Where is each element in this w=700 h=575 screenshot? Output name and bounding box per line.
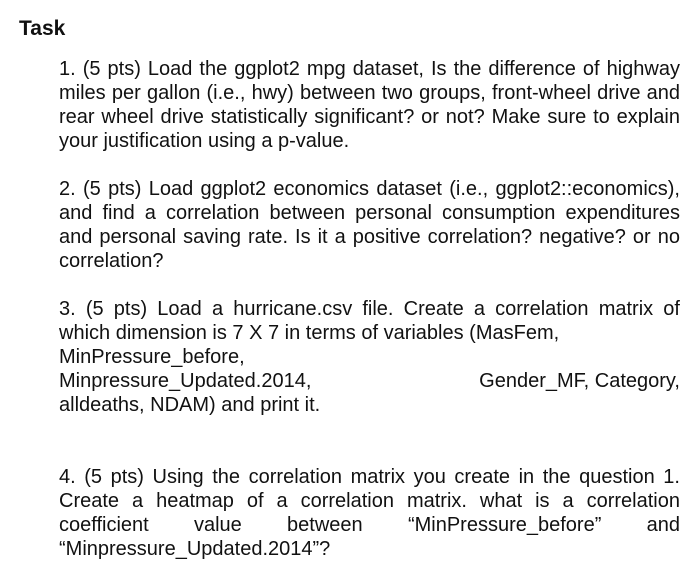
task-3-text-line-1: 3. (5 pts) Load a hurricane.csv file. Create a correlation matrix of which dimension is 7 X 7 in terms of variables (MasFem, — [59, 298, 680, 344]
task-heading: Task — [19, 17, 66, 40]
task-3-text-line-4: alldeaths, NDAM) and print it. — [59, 394, 321, 416]
task-3-text-line-3-left: Minpressure_Updated.2014, — [59, 370, 312, 392]
task-3-text-line-2: MinPressure_before, — [59, 346, 245, 368]
task-3-text-line-3 — [59, 369, 680, 393]
task-item-4: 4. (5 pts) Using the correlation matrix you create in the question 1. Create a heatmap of a correlation matrix. what is a correlation coefficient value between “MinPressure_before” and “Minpressure_Updated.2014”? — [59, 466, 680, 560]
task-list — [59, 57, 680, 561]
task-item-2: 2. (5 pts) Load ggplot2 economics dataset (i.e., ggplot2::economics), and find a correlation between personal consumption expenditures and personal saving rate. Is it a positive correlation? negative? or no correlation? — [59, 178, 680, 272]
task-item-1: 1. (5 pts) Load the ggplot2 mpg dataset, Is the difference of highway miles per gallon (i.e., hwy) between two groups, front-wheel drive and rear wheel drive statistically significant? or not? Make sure to explain your justification using a p-value. — [59, 58, 680, 152]
task-3-text-line-3-right: Gender_MF, Category, — [479, 370, 680, 392]
task-item-3 — [59, 297, 680, 417]
